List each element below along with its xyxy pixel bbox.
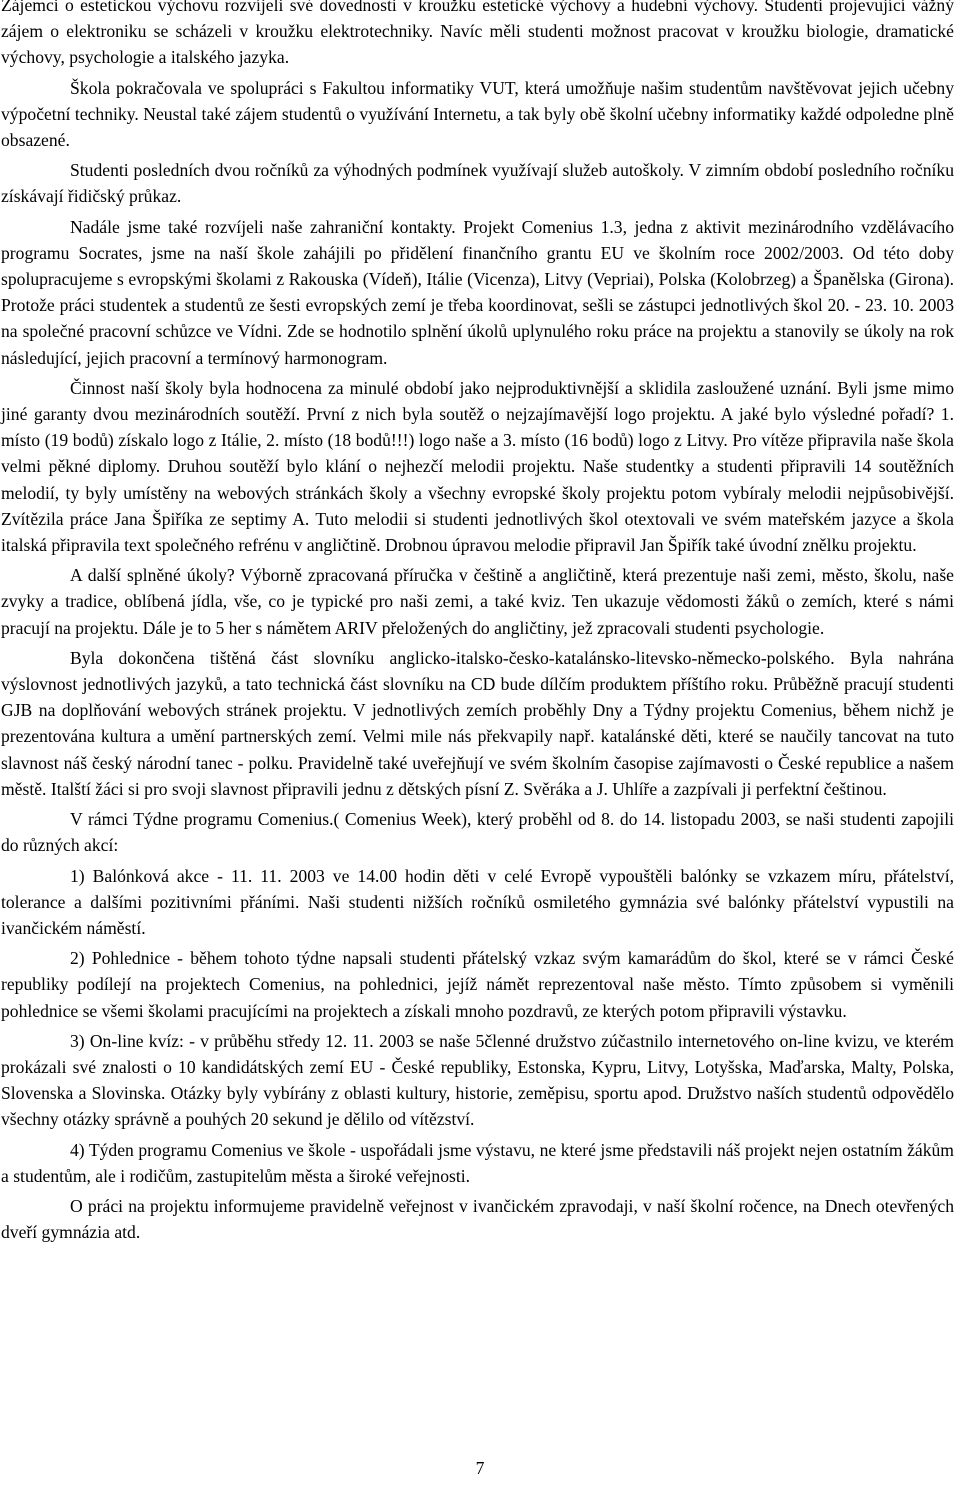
paragraph-clubs: Zájemci o estetickou výchovu rozvíjeli své dovednosti v kroužku estetické výchovy a hudební výchovy. Studenti projevující vážný zájem o elektroniku se scházeli v kroužku elektrotechniky. Navíc měli studenti možnost pracovat v kroužku biologie, dramatické výchovy, psychologie a italského jazyka. — [1, 0, 954, 68]
paragraph-public-info: O práci na projektu informujeme pravidelně veřejnost v ivančickém zpravodaji, v naší školní ročence, na Dnech otevřených dveří gymnázia atd. — [1, 1195, 954, 1243]
paragraph-comenius-project: Nadále jsme také rozvíjeli naše zahraniční kontakty. Projekt Comenius 1.3, jedna z aktivit mezinárodního vzdělávacího programu Socrates, jsme na naší škole zahájili po přidělení finančního grantu EU ve školním roce 2002/2003. Od této doby spolupracujeme s evropskými školami z Rakouska (Vídeň), Itálie (Vicenza), Litvy (Vepriai), Polska (Kolobrzeg) a Španělska (Girona). Protože práci studentek a studentů ze šesti evropských zemí je třeba koordinovat, sešli se zástupci jednotlivých škol 20. - 23. 10. 2003 na společné pracovní schůzce ve Vídni. Zde se hodnotilo splnění úkolů uplynulého roku práce na projektu a stanovily se úkoly na rok následující, jejich pracovní a termínový harmonogram. — [1, 216, 954, 368]
paragraph-fit-vut: Škola pokračovala ve spolupráci s Fakultou informatiky VUT, která umožňuje našim studentům navštěvovat jejich učebny výpočetní techniky. Neustal také zájem studentů o využívání Internetu, a tak byly obě školní učebny informatiky každé odpoledne plně obsazené. — [1, 77, 954, 151]
paragraph-handbook: A další splněné úkoly? Výborně zpracovaná příručka v češtině a angličtině, která prezentuje naši zemi, město, školu, naše zvyky a tradice, oblíbená jídla, vše, co je typické pro naši zemi, a také kviz. Ten ukazuje vědomosti žáků o zemích, které s námi pracují na projektu. Dále je to 5 her s námětem ARIV přeložených do angličtiny, jež zpracovali studenti psychologie. — [1, 565, 954, 638]
list-item-balloons: 1) Balónková akce - 11. 11. 2003 ve 14.00 hodin děti v celé Evropě vypouštěli balónky se vzkazem míru, přátelství, tolerance a dalšími pozitivními přáními. Naši studenti nižších ročníků osmiletého gymnázia své balónky přátelství vypustili na ivančickém náměstí. — [1, 865, 954, 938]
list-item-exhibition: 4) Týden programu Comenius ve škole - uspořádali jsme výstavu, ne které jsme představili náš projekt nejen ostatním žákům a studentům, ale i rodičům, zastupitelům města a široké veřejnosti. — [1, 1139, 954, 1186]
page-number: 7 — [475, 1458, 485, 1478]
paragraph-competitions: Činnost naší školy byla hodnocena za minulé období jako nejproduktivnější a sklidila zasloužené uznání. Byli jsme mimo jiné garanty dvou mezinárodních soutěží. První z nich byla soutěž o nejzajímavější logo projektu. A jaké bylo výsledné pořadí? 1. místo (19 bodů) získalo logo z Itálie, 2. místo (18 bodů!!!) logo naše a 3. místo (16 bodů) logo z Litvy. Pro vítěze připravila naše škola velmi pěkné diplomy. Druhou soutěží bylo klání o nejhezčí melodii projektu. Naše studentky a studenti připravili 14 soutěžních melodií, ty byly umístěny na webových stránkách školy a všechny evropské školy projektu potom vybíraly melodii nejpůsobivější. Zvítězila práce Jana Špiříka ze septimy A. Tuto melodii si studenti jednotlivých škol otextovali ve svém mateřském jazyce a škola italská připravila text společného refrénu v angličtině. Drobnou úpravou melodie připravil Jan Špiřík také úvodní znělku projektu. — [1, 377, 954, 556]
paragraph-comenius-week: V rámci Týdne programu Comenius.( Comenius Week), který proběhl od 8. do 14. listopadu 2003, se naši studenti zapojili do různých akcí: — [1, 809, 954, 856]
list-item-online-quiz: 3) On-line kvíz: - v průběhu středy 12. 11. 2003 se naše 5členné družstvo zúčastnilo internetového on-line kvizu, ve kterém prokázali své znalosti o 10 kandidátských zemí EU - České republiky, Estonska, Kypru, Litvy, Lotyšska, Maďarska, Malty, Polska, Slovenska a Slovinska. Otázky byly vybírány z oblasti kultury, historie, zeměpisu, sportu apod. Družstvo naších studentů odpovědělo všechny otázky správně a pouhých 20 sekund je dělilo od vítězství. — [1, 1030, 954, 1130]
list-item-postcards: 2) Pohlednice - během tohoto týdne napsali studenti přátelský vzkaz svým kamarádům do škol, které se v rámci České republiky podílejí na projektech Comenius, na pohlednici, jejíž námět reprezentoval naše město. Tímto způsobem si vyměnili pohlednice se všemi školami pracujícími na projektech a získali mnoho pozdravů, ze kterých potom připravili výstavku. — [1, 948, 954, 1021]
document-body — [1, 0, 954, 1245]
paragraph-driving-school: Studenti posledních dvou ročníků za výhodných podmínek využívají služeb autoškoly. V zimním období posledního ročníku získávají řidičský průkaz. — [1, 160, 954, 207]
paragraph-dictionary: Byla dokončena tištěná část slovníku anglicko-italsko-česko-katalánsko-litevsko-německo-polského. Byla nahrána výslovnost jednotlivých jazyků, a tato technická část slovníku na CD bude dílčím produktem příštího roku. Průběžně pracují studenti GJB na doplňování webových stránek projektu. V jednotlivých zemích proběhly Dny a Týdny projektu Comenius, během nichž je prezentována kultura a umění partnerských zemí. Velmi mile nás překvapily např. katalánské děti, které se naučily tancovat na tuto slavnost náš český národní tanec - polku. Pravidelně také uveřejňují ve svém školním časopise zajímavosti o České republice a našem městě. Italští žáci si pro svoji slavnost připravili jednu z dětských písní Z. Svěráka a J. Uhlíře a zazpívali ji perfektní češtinou. — [1, 647, 954, 799]
